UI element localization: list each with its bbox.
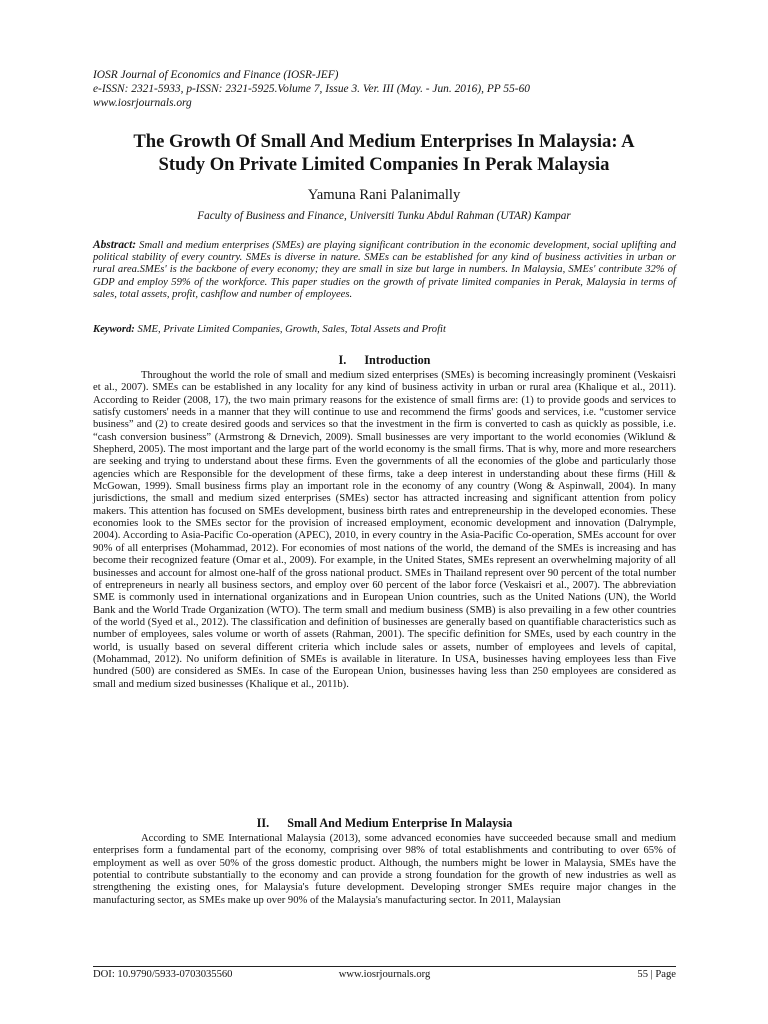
abstract xyxy=(93,239,676,301)
page-footer xyxy=(93,969,676,983)
journal-website: www.iosrjournals.org xyxy=(93,97,192,110)
paper-title xyxy=(60,130,708,176)
keywords-text: SME, Private Limited Companies, Growth, Sales, Total Assets and Profit xyxy=(137,324,446,335)
footer-divider xyxy=(93,966,676,967)
keywords xyxy=(93,324,676,336)
author-affiliation: Faculty of Business and Finance, Universiti Tunku Abdul Rahman (UTAR) Kampar xyxy=(197,210,571,222)
journal-header xyxy=(93,68,693,111)
section-title: Introduction xyxy=(364,353,431,367)
paper-title-line-2: Study On Private Limited Companies In Perak Malaysia xyxy=(158,154,610,175)
footer-doi: DOI: 10.9790/5933-0703035560 xyxy=(93,969,233,980)
sme-malaysia-body xyxy=(93,833,676,907)
abstract-text: Small and medium enterprises (SMEs) are playing significant contribution in the economic development, social uplifting and political stability of every country. SMEs is diverse in nature. SMEs can be established for any kind of business activities in urban or rural area.SMEs' is the backbone of every economy; they are small in size but large in numbers. In Malaysia, SMEs' contribute 32% of GDP and employ 59% of the workforce. This paper studies on the growth of private limited companies in Perak, Malaysia in terms of sales, total assets, profit, cashflow and number of employees. xyxy=(93,240,676,300)
section-title: Small And Medium Enterprise In Malaysia xyxy=(287,816,513,830)
keywords-label: Keyword: xyxy=(93,324,135,335)
introduction-paragraph: Throughout the world the role of small and medium sized enterprises (SMEs) is becoming increasingly prominent (Veskaisri et al., 2007). SMEs can be established in any locality for any kind of business activity in urban or rural area (Khalique et al., 2011). According to Reider (2008, 17), the two main primary reasons for the existence of small firms are: (1) to provide goods and services to satisfy customers' needs in a manner that they will continue to use and recommend the firms' goods and services, i.e. “customer service business” and (2) to create desired goods and services so that the investment in the firm is converted to cash as quickly as possible, i.e. “cash conversion business” (Armstrong & Drnevich, 2009). Small businesses are very important to the world economies (Wiklund & Shepherd, 2005). The most important and the large part of the world economy is the small firms. That is why, more and more researchers are seeking and trying to understand about these firms. Even the governments of all the economies of the globe and particularly those agencies which are Responsible for the development of these firms, take a deep interest in understanding about these firms (Hill & McGowan, 1999). Small business firms play an important role in the economy of any country (Wong & Aspinwall, 2004). In many jurisdictions, the small and medium sized enterprises (SMEs) sector has attracted increasing and significant attention from policy makers. This attention has focused on SMEs development, business birth rates and entrepreneurship in the developed economies. These economies look to the SMEs sector for the provision of increased employment, economic development and innovation (Dalrymple, 2004). According to Asia-Pacific Co-operation (APEC), 2010, in every country in the Asia-Pacific Co-operation, SMEs account for over 90% of all enterprises (Mohammad, 2012). For economies of most nations of the world, the demand of the SMEs is increasing and has become their recognized feature (Omar et al., 2009). For example, in the United States, SMEs represent an overwhelming majority of all businesses and account for almost one-half of the gross national product. SMEs in Thailand represent over 90 percent of the total number of entrepreneurs in nearly all business sectors, and employ over 60 percent of the labor force (Veskaisri et al., 2007). The abbreviation SME is commonly used in international organizations and in European Union countries, such as the United Nations (UN), the World Bank and the World Trade Organization (WTO). The term small and medium business (SMB) is also prevailing in a few other countries of the world (Syed et al., 2012). The classification and definition of businesses are generally based on quantifiable characteristics such as number of employees, sales volume or worth of assets (Rahman, 2001). The specific definition for SMEs, used by each country in the world, is usually based on several different criteria which include sales or assets, number of employees and levels of capital, (Mohammad, 2012). No uniform definition of SMEs is available in literature. In USA, businesses having employees less than Five hundred (500) are considered as SMEs. In case of the European Union, businesses having less than 250 employees are considered as small and medium sized businesses (Khalique et al., 2011b). xyxy=(93,370,676,690)
section-number: II. xyxy=(256,816,270,830)
section-heading-sme-malaysia xyxy=(93,816,676,831)
sme-malaysia-paragraph: According to SME International Malaysia (2013), some advanced economies have succeeded because small and medium enterprises form a fundamental part of the economy, comprising over 98% of total establishments and contributing to over 65% of employment as well as over 50% of the gross domestic product. Although, the numbers might be lower in Malaysia, SMEs have the potential to contribute substantially to the economy and can provide a strong foundation for the growth of new industries as well as strengthening the existing ones, for Malaysia's future development. Developing stronger SMEs require major changes in the manufacturing sector, as SMEs make up over 90% of the Malaysia's manufacturing sector. In 2011, Malaysian xyxy=(93,833,676,906)
journal-issn: e-ISSN: 2321-5933, p-ISSN: 2321-5925.Volume 7, Issue 3. Ver. III (May. - Jun. 2016), PP 55-60 xyxy=(93,83,530,96)
abstract-label: Abstract: xyxy=(93,239,137,251)
journal-name: IOSR Journal of Economics and Finance (IOSR-JEF) xyxy=(93,69,339,81)
paper-title-line-1: The Growth Of Small And Medium Enterprises In Malaysia: A xyxy=(133,131,635,152)
footer-page-number: 55 | Page xyxy=(637,969,676,980)
section-heading-introduction xyxy=(93,353,676,368)
paper-author: Yamuna Rani Palanimally xyxy=(307,187,461,203)
introduction-body xyxy=(93,370,676,691)
footer-website-link[interactable]: www.iosrjournals.org xyxy=(338,969,431,980)
section-number: I. xyxy=(338,353,347,367)
